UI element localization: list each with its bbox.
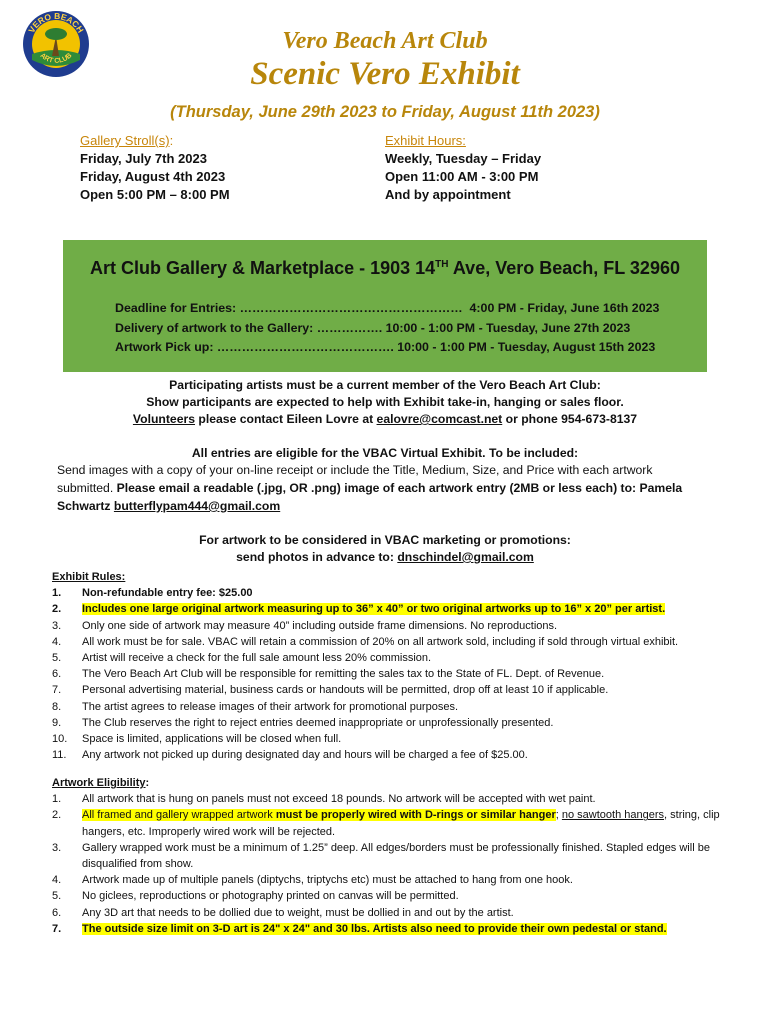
list-item: 1. All artwork that is hung on panels must not exceed 18 pounds. No artwork will be accepted with wet paint. (52, 793, 596, 806)
list-item: 4. All work must be for sale. VBAC will retain a commission of 20% on all artwork sold, including if sold through virtual exhibit. (52, 635, 679, 648)
gallery-info-box (63, 240, 707, 372)
rules-heading: Exhibit Rules: (52, 571, 126, 583)
list-item: 4. Artwork made up of multiple panels (diptychs, triptychs etc) must be attached to hang from one hook. (52, 874, 573, 887)
exhibit-title: Scenic Vero Exhibit (250, 56, 520, 92)
gallery-stroll-heading: Gallery Stroll(s) (80, 133, 170, 148)
list-item: 1. Non-refundable entry fee: $25.00 (52, 587, 253, 600)
list-item: 5. No giclees, reproductions or photography printed on canvas will be permitted. (52, 890, 459, 903)
list-item: 6. Any 3D art that needs to be dollied due to weight, must be dollied in and out by the artist. (52, 906, 514, 919)
list-item: 11. Any artwork not picked up during designated day and hours will be charged a fee of $25.00. (52, 749, 528, 762)
marketing-email-link[interactable]: dnschindel@gmail.com (397, 550, 534, 564)
list-item: 2. Includes one large original artwork measuring up to 36” x 40” or two original artworks up to 16” x 20” per artist. (52, 603, 666, 616)
list-item: 3. Only one side of artwork may measure 40” including outside frame dimensions. No reproductions. (52, 619, 558, 632)
pickup-line: Artwork Pick up: ……………………………………. 10:00 - 1:00 PM - Tuesday, August 15th 2023 (115, 340, 656, 354)
virtual-heading: All entries are eligible for the VBAC Virtual Exhibit. To be included: (191, 446, 579, 460)
club-name: Vero Beach Art Club (282, 28, 488, 54)
participants-line: Show participants are expected to help with Exhibit take-in, hanging or sales floor. (146, 395, 624, 409)
deadline-line: Deadline for Entries: ……………………………………………… 4:00 PM - Friday, June 16th 2023 (115, 301, 660, 315)
marketing-heading: For artwork to be considered in VBAC marketing or promotions: (199, 533, 571, 547)
list-item: 8. The artist agrees to release images of their artwork for promotional purposes. (52, 700, 459, 713)
logo-bottom-text: ART CLUB (38, 52, 74, 65)
hours-appointment: And by appointment (385, 187, 511, 202)
exhibit-dates: (Thursday, June 29th 2023 to Friday, August 11th 2023) (170, 103, 600, 121)
delivery-line: Delivery of artwork to the Gallery: ……………. 10:00 - 1:00 PM - Tuesday, June 27th 2023 (115, 321, 631, 335)
stroll-date-1: Friday, July 7th 2023 (80, 151, 207, 166)
gallery-address: Art Club Gallery & Marketplace - 1903 14TH Ave, Vero Beach, FL 32960 (90, 258, 680, 278)
exhibit-hours-heading: Exhibit Hours: (385, 133, 466, 148)
list-item: 3. Gallery wrapped work must be a minimum of 1.25” deep. All edges/borders must be professionally finished. Stapled edges will be disqualified from show. (52, 841, 710, 871)
artwork-eligibility: Artwork Eligibility: 1. All artwork that is hung on panels must not exceed 18 pounds. No artwork will be accepted with wet paint. 2. All framed and gallery wrapped artwork must be properly wired with D-rings or similar hanger; no sawtooth hangers, string, clip hangers, etc. Improperly wired work will be rejected. 3. Gallery wrapped work must be a minimum of 1.25” deep. All edges/borders must be professionally finished. Stapled edges will be disqualified from show. 4. Artwork made up of multiple panels (diptychs, triptychs etc) must be attached to hang from one hook. 5. No giclees, reproductions or photography printed on canvas will be permitted. 6. Any 3D art that needs to be dollied due to weight, must be dollied in and out by the artist. 7. The outside size limit on 3-D art is 24" x 24" and 30 lbs. Artists also need to provide their own pedestal or stand. (52, 775, 742, 937)
stroll-hours: Open 5:00 PM – 8:00 PM (80, 187, 230, 202)
virtual-instructions: Send images with a copy of your on-line receipt or include the Title, Medium, Size, and Price with each artwork submitted. Please email a readable (.jpg, OR .png) image of each artwork entry (2MB or less each) to: Pamela Schwartz butterflypam444@gmail.com (57, 463, 683, 513)
list-item: 5. Artist will receive a check for the full sale amount less 20% commission. (52, 652, 432, 665)
list-item: 7. The outside size limit on 3-D art is 24" x 24" and 30 lbs. Artists also need to provide their own pedestal or stand. (52, 922, 667, 935)
list-item: 7. Personal advertising material, business cards or handouts will be permitted, drop off at least 10 if applicable. (52, 684, 609, 697)
highlight: Includes one large original artwork measuring up to 36” x 40” or two original artworks up to 16” x 20” per artist. (82, 603, 666, 616)
list-item: 10. Space is limited, applications will be closed when full. (52, 733, 342, 746)
hours-time: Open 11:00 AM - 3:00 PM (385, 169, 539, 184)
exhibit-rules (52, 569, 742, 763)
virtual-email-link[interactable]: butterflypam444@gmail.com (113, 499, 281, 513)
hours-days: Weekly, Tuesday – Friday (385, 151, 542, 166)
highlight: The outside size limit on 3-D art is 24" x 24" and 30 lbs. Artists also need to provide their own pedestal or stand. (82, 922, 667, 935)
volunteers-line: Volunteers please contact Eileen Lovre at ealovre@comcast.net or phone 954-673-8137 (132, 412, 638, 426)
exhibit-hours-block (385, 132, 541, 204)
membership-line: Participating artists must be a current member of the Vero Beach Art Club: (169, 378, 601, 392)
list-item: 2. All framed and gallery wrapped artwork must be properly wired with D-rings or similar hanger; no sawtooth hangers, string, clip hangers, etc. Improperly wired work will be rejected. (52, 809, 720, 838)
list-item: 6. The Vero Beach Art Club will be responsible for remitting the sales tax to the State of FL. Dept. of Revenue. (52, 668, 605, 681)
logo-top-text: VERO BEACH (26, 10, 86, 35)
volunteer-email-link[interactable]: ealovre@comcast.net (376, 412, 503, 426)
list-item: 9. The Club reserves the right to reject entries deemed inappropriate or unprofessionally presented. (52, 716, 554, 729)
stroll-date-2: Friday, August 4th 2023 (80, 169, 226, 184)
marketing-line: send photos in advance to: dnschindel@gmail.com (236, 550, 534, 564)
eligibility-heading: Artwork Eligibility (52, 777, 146, 789)
gallery-stroll-block: Gallery Stroll(s): Friday, July 7th 2023 Friday, August 4th 2023 Open 5:00 PM – 8:00 PM (80, 133, 230, 202)
